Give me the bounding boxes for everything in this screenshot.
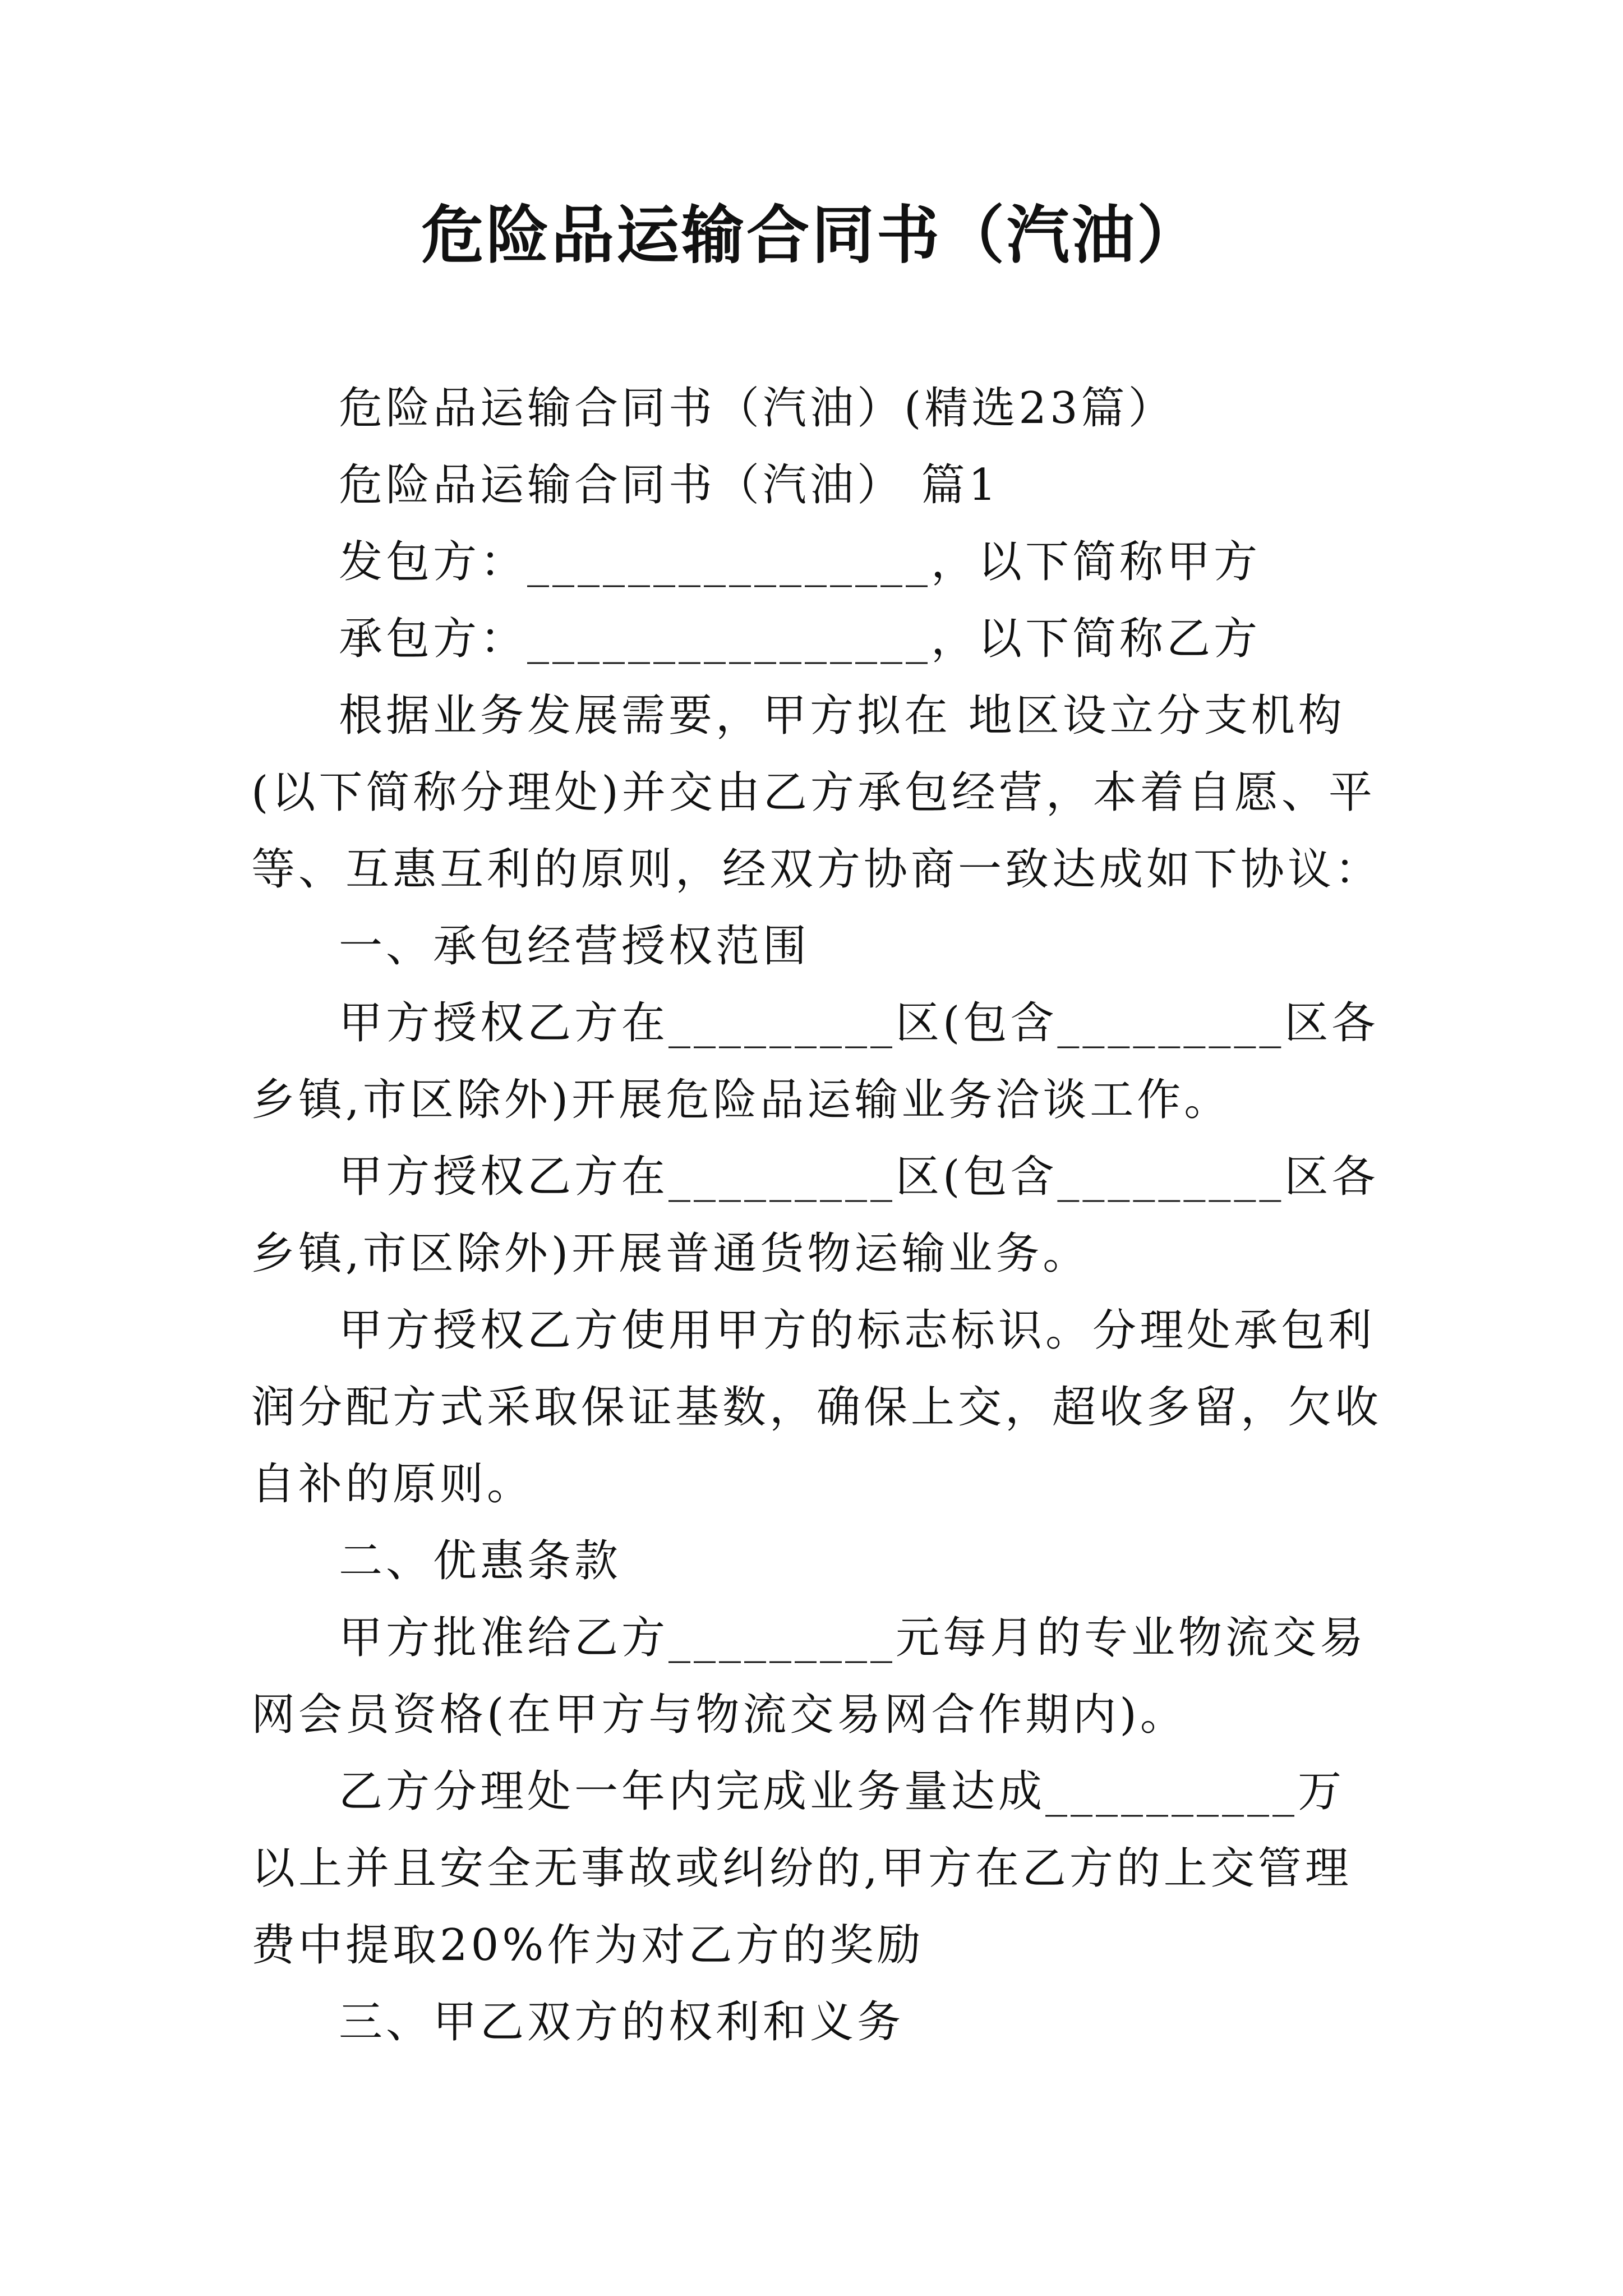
paragraph-membership: 甲方批准给乙方_________元每月的专业物流交易网会员资格(在甲方与物流交易网合作期内)。	[251, 1613, 1367, 1740]
paragraph-collection-heading: 危险品运输合同书（汽油）(精选23篇）	[339, 383, 1175, 434]
paragraph-scope-branding: 甲方授权乙方使用甲方的标志标识。分理处承包利润分配方式采取保证基数，确保上交，超收多留，欠收自补的原则。	[251, 1305, 1382, 1510]
section-heading-benefits: 二、优惠条款	[339, 1536, 622, 1586]
paragraph-preamble: 根据业务发展需要，甲方拟在 地区设立分支机构(以下简称分理处)并交由乙方承包经营，本着自愿、平等、互惠互利的原则，经双方协商一致达成如下协议：	[251, 691, 1382, 895]
document-title: 危险品运输合同书（汽油）	[421, 199, 1202, 272]
paragraph-reward: 乙方分理处一年内完成业务量达成__________万以上并且安全无事故或纠纷的,甲方在乙方的上交管理费中提取20%作为对乙方的奖励	[251, 1766, 1352, 1971]
paragraph-party-a: 发包方：________________，以下简称甲方	[339, 537, 1261, 587]
paragraph-scope-general-goods: 甲方授权乙方在_________区(包含_________区各乡镇,市区除外)开展普通货物运输业务。	[251, 1152, 1379, 1279]
paragraph-article-heading: 危险品运输合同书（汽油） 篇1	[339, 460, 1000, 510]
paragraph-scope-dangerous-goods: 甲方授权乙方在_________区(包含_________区各乡镇,市区除外)开展危险品运输业务洽谈工作。	[251, 998, 1379, 1125]
section-heading-scope: 一、承包经营授权范围	[339, 921, 810, 972]
section-heading-rights: 三、甲乙双方的权利和义务	[339, 1997, 905, 2047]
document-body	[251, 370, 1390, 2061]
paragraph-party-b: 承包方：________________，以下简称乙方	[339, 614, 1261, 664]
